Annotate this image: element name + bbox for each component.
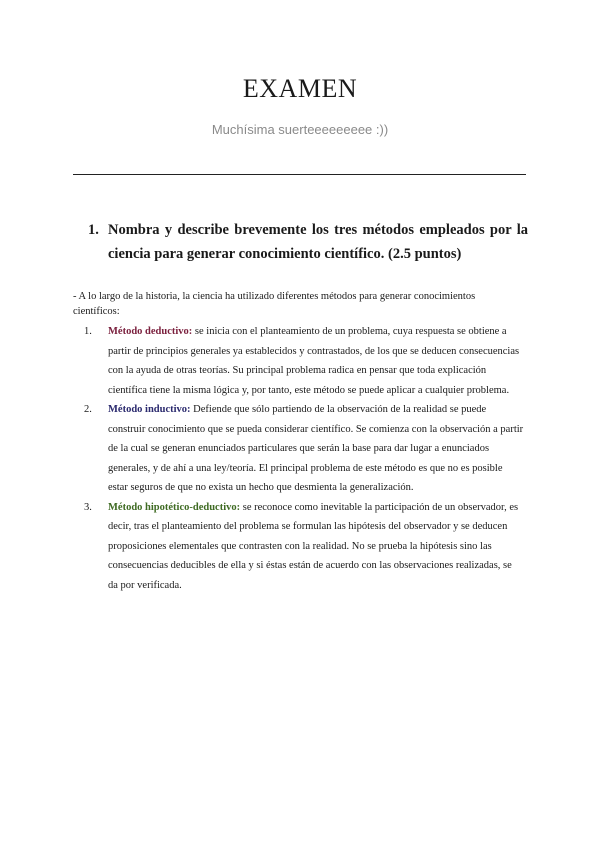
methods-list	[84, 322, 524, 595]
question-text: Nombra y describe brevemente los tres métodos empleados por la ciencia para generar conocimiento científico. (2.5 puntos)	[108, 222, 528, 262]
list-number: 1.	[84, 326, 92, 337]
list-number: 2.	[84, 404, 92, 415]
horizontal-divider	[73, 174, 526, 175]
method-body	[108, 498, 524, 596]
question-1	[88, 218, 528, 266]
method-deductivo	[84, 322, 524, 400]
method-name: Método inductivo:	[108, 404, 191, 415]
method-description: se reconoce como inevitable la participación de un observador, es decir, tras el planteamiento del problema se formulan las hipótesis del observador y se deducen proposiciones elementales que contrasten con la realidad. No se prueba la hipótesis sino las consecuencias deducibles de ella y si éstas están de acuerdo con las observaciones realizadas, se da por verificada.	[108, 501, 519, 591]
method-hipotetico-deductivo	[84, 498, 524, 596]
question-number: 1.	[88, 222, 99, 238]
method-body	[108, 322, 524, 400]
method-description: se inicia con el planteamiento de un problema, cuya respuesta se obtiene a partir de principios generales ya establecidos y contrastados, de los que se deducen consecuencias con la ayuda de otras teorías. Su principal problema radica en pensar que toda explicación científica tiene la misma lógica y, por tanto, este método se puede aplicar a cualquier problema.	[108, 326, 520, 396]
method-name: Método deductivo:	[108, 326, 193, 337]
answer-intro: - A lo largo de la historia, la ciencia ha utilizado diferentes métodos para generar conocimientos científicos:	[73, 291, 476, 317]
page-title: EXAMEN	[242, 74, 358, 103]
method-inductivo	[84, 400, 524, 498]
method-body	[108, 400, 524, 498]
page-subtitle: Muchísima suerteeeeeeeee :))	[211, 122, 389, 137]
method-description: Defiende que sólo partiendo de la observación de la realidad se puede construir conocimiento que se pueda considerar científico. Se comienza con la observación a partir de la cual se generan enunciados particulares que serán la base para dar lugar a enunciados generales, y de ahí a una ley/teoría. El principal problema de este método es que no es posible estar seguros de que no exista un hecho que desmienta la generalización.	[108, 404, 524, 493]
method-name: Método hipotético-deductivo:	[108, 501, 241, 513]
list-number: 3.	[84, 501, 92, 513]
